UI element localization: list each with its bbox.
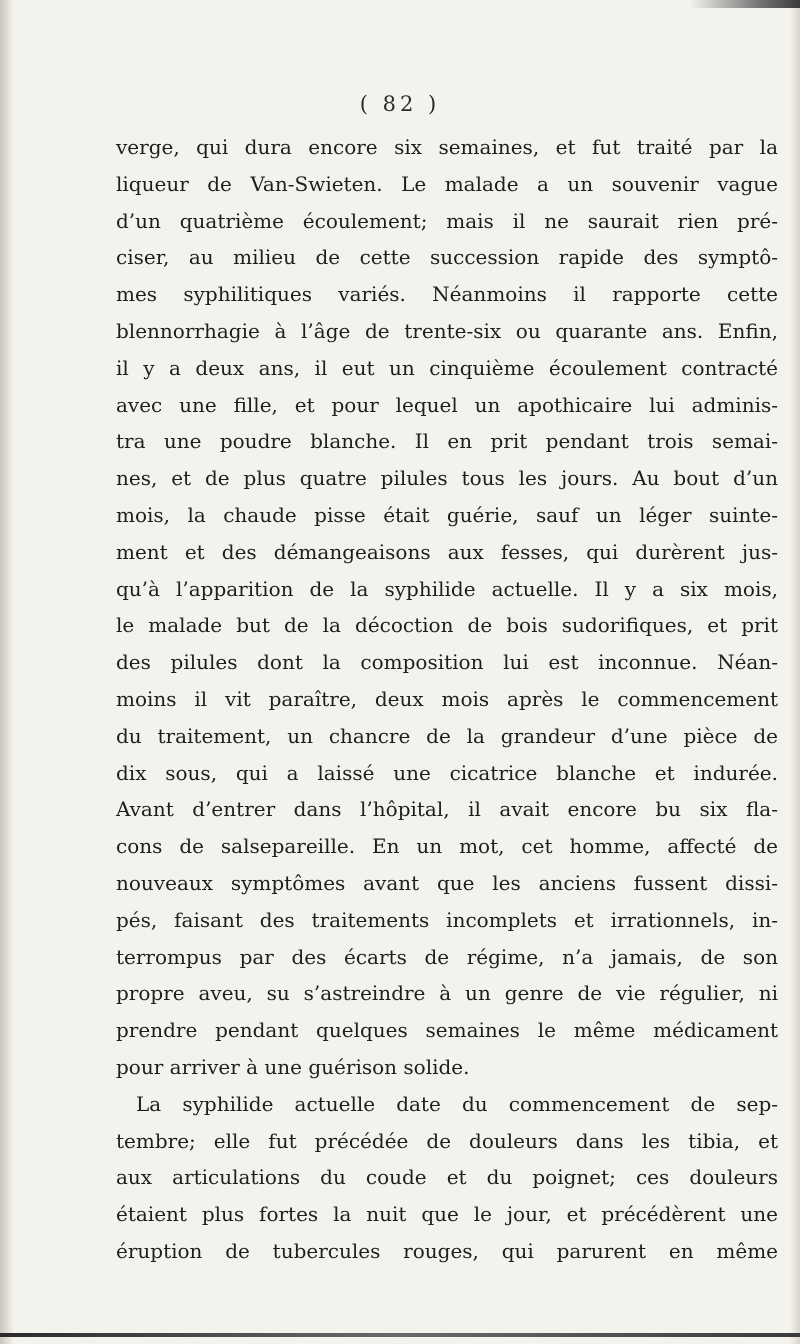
text-line: du traitement, un chancre de la grandeur d’une pièce de	[116, 723, 778, 748]
scan-bottom-edge	[0, 1333, 800, 1337]
text-line: ciser, au milieu de cette succession rapide des symptô-	[116, 245, 778, 270]
text-line: mois, la chaude pisse était guérie, sauf un léger suinte-	[116, 502, 778, 527]
text-line: liqueur de Van-Swieten. Le malade a un souvenir vague	[116, 171, 778, 196]
page-number: ( 82 )	[359, 92, 441, 116]
text-line: éruption de tubercules rouges, qui parurent en même	[116, 1238, 778, 1263]
text-line: dix sous, qui a laissé une cicatrice blanche et indurée.	[116, 760, 778, 785]
text-line: pour arriver à une guérison solide.	[116, 1054, 470, 1079]
text-line: Avant d’entrer dans l’hôpital, il avait encore bu six fla-	[116, 797, 778, 822]
text-line: il y a deux ans, il eut un cinquième écoulement contracté	[116, 355, 778, 380]
text-line: prendre pendant quelques semaines le même médicament	[116, 1018, 778, 1043]
text-line: nouveaux symptômes avant que les anciens fussent dissi-	[116, 870, 778, 895]
text-line: tembre; elle fut précédée de douleurs dans les tibia, et	[116, 1128, 778, 1153]
text-line: d’un quatrième écoulement; mais il ne saurait rien pré-	[116, 208, 778, 233]
text-line: verge, qui dura encore six semaines, et fut traité par la	[116, 135, 778, 159]
body-text	[116, 129, 778, 1270]
text-line: aux articulations du coude et du poignet; ces douleurs	[116, 1165, 778, 1190]
text-line: terrompus par des écarts de régime, n’a jamais, de son	[116, 944, 778, 969]
text-line: ment et des démangeaisons aux fesses, qui durèrent jus-	[116, 539, 778, 564]
text-line: nes, et de plus quatre pilules tous les jours. Au bout d’un	[116, 466, 778, 491]
text-line: propre aveu, su s’astreindre à un genre de vie régulier, ni	[116, 981, 778, 1006]
text-line: le malade but de la décoction de bois sudorifiques, et prit	[116, 613, 778, 638]
paragraph-first-line: La syphilide actuelle date du commencement de sep-	[136, 1091, 778, 1116]
text-line: qu’à l’apparition de la syphilide actuelle. Il y a six mois,	[116, 576, 778, 601]
binding-shadow	[0, 0, 14, 1344]
text-line: tra une poudre blanche. Il en prit pendant trois semai-	[116, 429, 778, 454]
scan-edge-mark	[690, 0, 800, 8]
text-line: mes syphilitiques variés. Néanmoins il rapporte cette	[116, 282, 778, 307]
text-line: étaient plus fortes la nuit que le jour, et précédèrent une	[116, 1202, 778, 1227]
text-line: moins il vit paraître, deux mois après le commencement	[116, 686, 778, 711]
text-line: avec une fille, et pour lequel un apothicaire lui adminis-	[116, 392, 778, 417]
text-line: blennorrhagie à l’âge de trente-six ou quarante ans. Enfin,	[116, 318, 778, 343]
page-edge-shadow	[790, 0, 800, 1344]
text-line: pés, faisant des traitements incomplets et irrationnels, in-	[116, 907, 778, 932]
text-line: des pilules dont la composition lui est inconnue. Néan-	[116, 650, 778, 675]
text-line: cons de salsepareille. En un mot, cet homme, affecté de	[116, 834, 778, 859]
